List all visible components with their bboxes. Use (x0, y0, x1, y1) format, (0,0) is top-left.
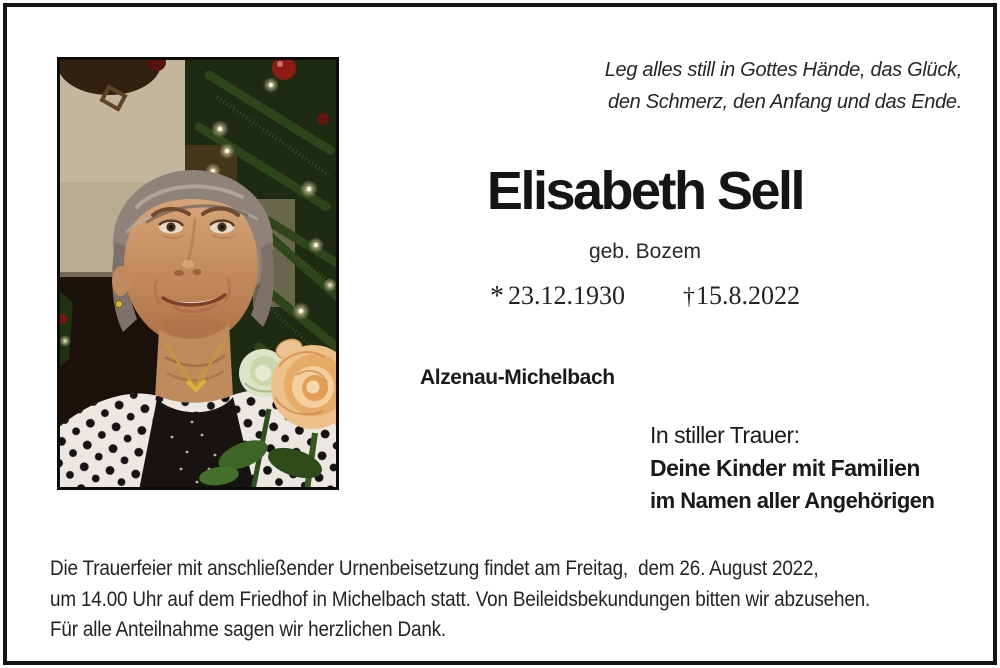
mourning-block (650, 419, 934, 517)
birth-date-group (490, 281, 625, 313)
epitaph-quote-line-1: Leg alles still in Gottes Hände, das Glück, (604, 59, 962, 81)
life-dates (340, 281, 950, 313)
maiden-name: geb. Bozem (588, 240, 702, 263)
portrait-photo (57, 57, 339, 490)
epitaph-quote-line-2: den Schmerz, den Anfang und das Ende. (608, 91, 962, 113)
born-symbol: * (490, 281, 504, 312)
funeral-info-line-3: Für alle Anteilnahme sagen wir herzlichen Dank. (50, 618, 446, 641)
place-line: Alzenau-Michelbach (420, 366, 615, 389)
birth-date: 23.12.1930 (508, 281, 625, 310)
mourners-line-1: Deine Kinder mit Familien (650, 455, 920, 481)
epitaph-quote (605, 54, 962, 118)
mourners-line-2: im Namen aller Angehörigen (650, 488, 935, 513)
mourning-intro: In stiller Trauer: (650, 422, 800, 448)
deceased-name: Elisabeth Sell (486, 161, 804, 221)
death-date: 15.8.2022 (696, 281, 800, 310)
funeral-info-line-1: Die Trauerfeier mit anschließender Urnenbeisetzung findet am Freitag, dem 26. August 2022, (50, 557, 819, 580)
funeral-info-line-2: um 14.00 Uhr auf dem Friedhof in Michelbach statt. Von Beileidsbekundungen bitten wir abzusehen. (50, 587, 871, 611)
portrait-photo-art (57, 57, 339, 490)
funeral-info (50, 554, 870, 646)
death-date-group (683, 281, 800, 313)
died-symbol: † (683, 284, 695, 310)
